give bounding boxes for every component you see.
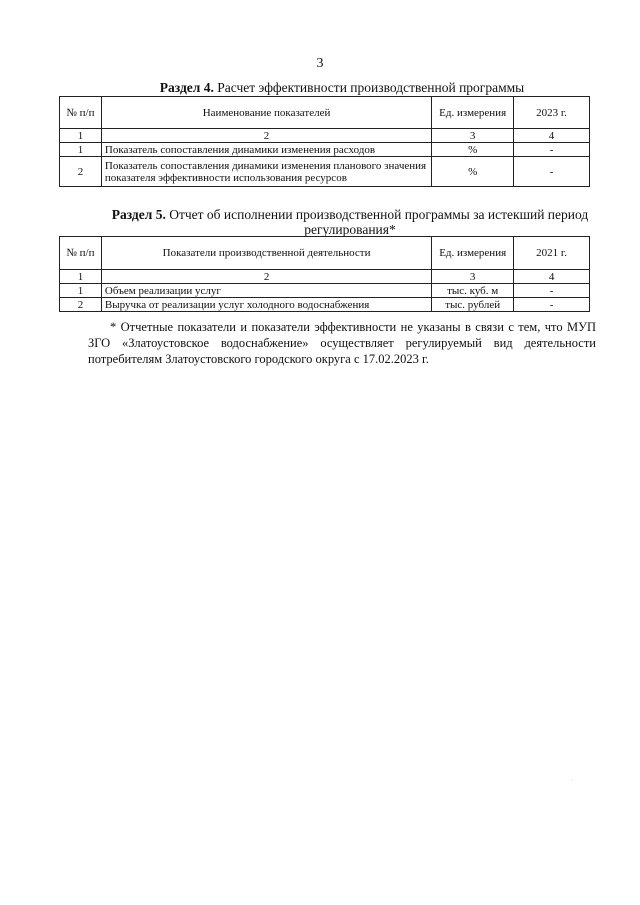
row-unit: %: [432, 143, 514, 157]
index-cell: 1: [60, 129, 102, 143]
row-num: 1: [60, 143, 102, 157]
section-5-title-bold: Раздел 5.: [111, 207, 166, 222]
header-year: 2021 г.: [514, 237, 590, 270]
row-unit: тыс. рублей: [432, 298, 514, 312]
index-cell: 4: [514, 129, 590, 143]
table-header-row: [60, 237, 590, 270]
row-name: Объем реализации услуг: [101, 284, 431, 298]
section-5-table: [59, 236, 590, 312]
header-unit: Ед. измерения: [432, 237, 514, 270]
table-row: [60, 298, 590, 312]
index-cell: 1: [60, 270, 102, 284]
section-4-title-bold: Раздел 4.: [159, 80, 214, 95]
row-value: -: [514, 298, 590, 312]
header-num: № п/п: [60, 237, 102, 270]
section-5-title-text: Отчет об исполнении производственной программы за истекший период регулирования*: [165, 207, 589, 237]
row-name: Показатель сопоставления динамики изменения планового значения показателя эффективности использования ресурсов: [101, 157, 431, 187]
index-cell: 3: [432, 129, 514, 143]
stray-mark: .: [571, 777, 573, 783]
header-name: Наименование показателей: [101, 97, 431, 129]
row-unit: тыс. куб. м: [432, 284, 514, 298]
section-4-table: [59, 96, 590, 187]
header-num: № п/п: [60, 97, 102, 129]
row-num: 2: [60, 298, 102, 312]
row-num: 1: [60, 284, 102, 298]
row-value: -: [514, 284, 590, 298]
row-value: -: [514, 157, 590, 187]
section-4-title-text: Расчет эффективности производственной программы: [213, 80, 525, 95]
index-cell: 4: [514, 270, 590, 284]
row-unit: %: [432, 157, 514, 187]
row-value: -: [514, 143, 590, 157]
table-row: [60, 157, 590, 187]
header-name: Показатели производственной деятельности: [101, 237, 431, 270]
index-cell: 2: [101, 270, 431, 284]
table-header-row: [60, 97, 590, 129]
row-name: Выручка от реализации услуг холодного водоснабжения: [101, 298, 431, 312]
footnote: * Отчетные показатели и показатели эффективности не указаны в связи с тем, что МУП ЗГО «Златоустовское водоснабжение» осуществляет регулируемый вид деятельности потребителям Златоустовского городского округа с 17.02.2023 г.: [88, 320, 596, 366]
section-4-title: [88, 80, 596, 95]
row-name: Показатель сопоставления динамики изменения расходов: [101, 143, 431, 157]
row-num: 2: [60, 157, 102, 187]
index-cell: 3: [432, 270, 514, 284]
header-year: 2023 г.: [514, 97, 590, 129]
header-unit: Ед. измерения: [432, 97, 514, 129]
table-row: [60, 143, 590, 157]
section-5-title: [104, 207, 596, 237]
table-index-row: [60, 129, 590, 143]
table-index-row: [60, 270, 590, 284]
index-cell: 2: [101, 129, 431, 143]
page-number: 3: [316, 56, 324, 71]
table-row: [60, 284, 590, 298]
